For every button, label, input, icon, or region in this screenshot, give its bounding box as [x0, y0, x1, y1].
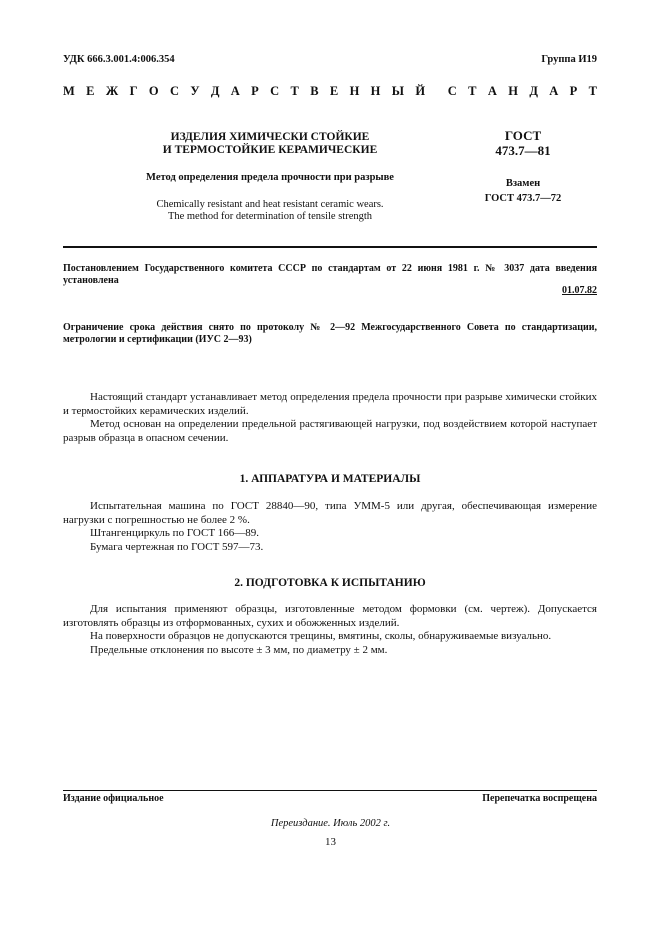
- section-1-body: [63, 500, 597, 554]
- banner-letter: Ы: [391, 84, 405, 98]
- reissue-note: Переиздание. Июль 2002 г.: [270, 818, 391, 829]
- english-title: [120, 199, 420, 223]
- section-1-heading: 1. АППАРАТУРА И МАТЕРИАЛЫ: [239, 473, 421, 485]
- english-title-line-2: The method for determination of tensile strength: [167, 211, 373, 222]
- banner-letter: Г: [129, 84, 138, 98]
- intro-paragraph-1: Настоящий стандарт устанавливает метод определения предела прочности при разрыве химически стойких и термостойких керамических изделий.: [63, 391, 597, 417]
- banner-letter: Д: [529, 84, 538, 98]
- banner-letter: Н: [370, 84, 381, 98]
- banner-letter: М: [63, 84, 75, 98]
- decree-text: Постановлением Государственного комитета СССР по стандартам от 22 июня 1981 г. № 3037 дата введения установлена: [63, 263, 597, 286]
- title-line-1: ИЗДЕЛИЯ ХИМИЧЕСКИ СТОЙКИЕ: [170, 131, 370, 143]
- interstate-standard-banner: [63, 84, 597, 99]
- banner-letter: У: [190, 84, 200, 98]
- banner-letter: С: [169, 84, 179, 98]
- banner-letter: В: [310, 84, 319, 98]
- banner-letter: Д: [210, 84, 220, 98]
- section-1-paragraph-2: Штангенциркуль по ГОСТ 166—89.: [90, 527, 260, 539]
- replaces-number: ГОСТ 473.7—72: [484, 193, 562, 204]
- title-block: [120, 131, 420, 223]
- banner-letter: Р: [251, 84, 259, 98]
- section-1-paragraph-3: Бумага чертежная по ГОСТ 597—73.: [90, 540, 264, 553]
- banner-letter: А: [230, 84, 240, 98]
- banner-letter: Н: [508, 84, 518, 98]
- banner-letter: Й: [415, 84, 426, 98]
- banner-letter: А: [549, 84, 559, 98]
- intro-paragraphs: [63, 391, 597, 445]
- gost-number: 473.7—81: [495, 143, 551, 158]
- section-2-paragraph-2: На поверхности образцов не допускаются трещины, вмятины, сколы, обнаруживаемые визуально.: [90, 630, 552, 642]
- group-code: Группа И19: [541, 54, 597, 65]
- gost-block: [468, 128, 578, 206]
- section-1-paragraph-1: Испытательная машина по ГОСТ 28840—90, типа УММ-5 или другая, обеспечивающая измерение нагрузки с погрешностью не более 2 %.: [63, 500, 597, 526]
- banner-letter: С: [270, 84, 280, 98]
- section-2-heading: 2. ПОДГОТОВКА К ИСПЫТАНИЮ: [234, 577, 426, 589]
- banner-letter: Т: [468, 84, 477, 98]
- banner-letter: О: [148, 84, 159, 98]
- replaces-label: Взамен: [505, 178, 541, 189]
- banner-letter: Е: [329, 84, 339, 98]
- banner-letter: Ж: [105, 84, 119, 98]
- section-2-body: [63, 603, 597, 657]
- page-number: 13: [325, 836, 336, 848]
- footer-divider: [63, 790, 597, 791]
- official-edition: Издание официальное: [63, 793, 164, 804]
- banner-letter: А: [487, 84, 497, 98]
- english-title-line-1: Chemically resistant and heat resistant ceramic wears.: [156, 199, 384, 210]
- udk-code: УДК 666.3.001.4:006.354: [63, 54, 175, 65]
- gost-label: ГОСТ: [504, 128, 542, 143]
- banner-letter: Т: [588, 84, 597, 98]
- banner-letter: Р: [569, 84, 578, 98]
- banner-letter: Н: [349, 84, 360, 98]
- banner-letter: Т: [290, 84, 299, 98]
- header-divider: [63, 246, 597, 248]
- reprint-prohibited: Перепечатка воспрещена: [482, 793, 597, 804]
- title-line-2: И ТЕРМОСТОЙКИЕ КЕРАМИЧЕСКИЕ: [162, 144, 378, 156]
- intro-paragraph-2: Метод основан на определении предельной растягивающей нагрузки, под воздействием которой наступает разрыв образца в опасном сечении.: [63, 418, 597, 444]
- section-2-paragraph-1: Для испытания применяют образцы, изготовленные методом формовки (см. чертеж). Допускается изготовлять образцы из отформованных, сухих и обожженных изделий.: [63, 603, 597, 629]
- subtitle: Метод определения предела прочности при разрыве: [146, 172, 394, 183]
- introduction-date: 01.07.82: [562, 285, 597, 296]
- section-2-paragraph-3: Предельные отклонения по высоте ± 3 мм, по диаметру ± 2 мм.: [90, 643, 388, 656]
- banner-letter: С: [447, 84, 457, 98]
- limitation-text: Ограничение срока действия снято по протоколу № 2—92 Межгосударственного Совета по стандартизации, метрологии и сертификации (ИУС 2—93): [63, 322, 597, 345]
- banner-letter: Е: [86, 84, 95, 98]
